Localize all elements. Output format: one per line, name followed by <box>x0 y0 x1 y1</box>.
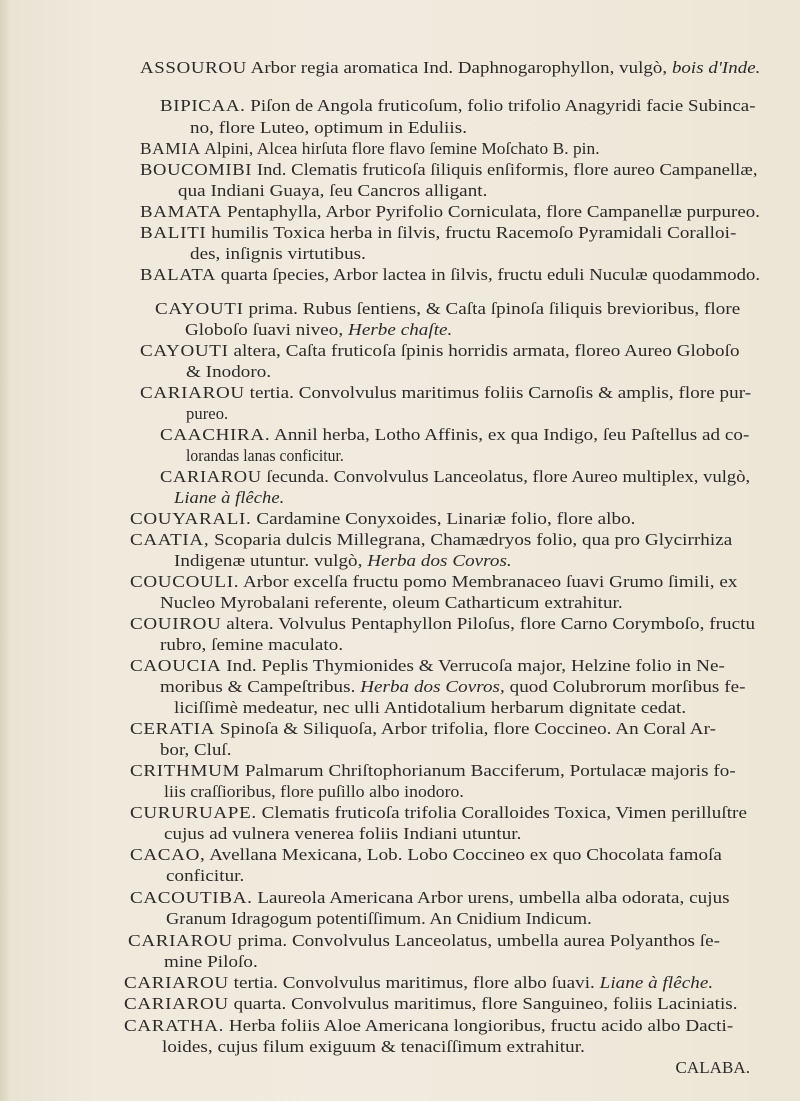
entry-continuation-line <box>164 782 464 802</box>
entry-headword: CARATHA. <box>124 1016 225 1035</box>
entry-text: quarta. Convolvulus maritimus, flore Sanguineo, foliis Laciniatis. <box>228 994 738 1013</box>
entry-text: qua Indiani Guaya, ſeu Cancros alligant. <box>178 181 488 200</box>
entry-text: Pentaphylla, Arbor Pyrifolio Corniculata, flore Campanellæ purpureo. <box>222 202 761 221</box>
entry-line <box>130 888 730 908</box>
entry-text: loides, cujus filum exiguum & tenaciſſimum extrahitur. <box>162 1037 585 1056</box>
entry-text: prima. Convolvulus Lanceolatus, umbella aurea Polyanthos ſe- <box>232 931 721 950</box>
entry-text: Palmarum Chriſtophorianum Bacciferum, Portulacæ majoris fo- <box>240 761 736 780</box>
entry-text: Globoſo ſuavi niveo, <box>185 320 349 339</box>
entry-line <box>130 572 737 592</box>
entry-line <box>140 223 736 243</box>
entry-text: Cardamine Conyxoides, Linariæ folio, flore albo. <box>251 509 636 528</box>
entry-text: mine Piloſo. <box>164 952 258 971</box>
entry-headword: ASSOUROU <box>140 58 247 77</box>
entry-headword: COUYARALI. <box>130 509 252 528</box>
entry-text: humilis Toxica herba in ſilvis, fructu Racemoſo Pyramidali Coralloi- <box>206 223 737 242</box>
entry-headword: COUIROU <box>130 614 222 633</box>
entry-text: quarta ſpecies, Arbor lactea in ſilvis, fructu eduli Nuculæ quodammodo. <box>216 265 761 284</box>
entry-headword: CURURUAPE. <box>130 803 257 822</box>
entry-headword: COUCOULI. <box>130 572 240 591</box>
entry-line <box>160 96 756 116</box>
entry-continuation-line <box>190 244 366 264</box>
entry-headword: CARIAROU <box>124 994 229 1013</box>
entry-line <box>130 530 732 550</box>
entry-line <box>140 58 760 78</box>
entry-headword: CACAO, <box>130 845 206 864</box>
entry-line <box>140 383 751 403</box>
entry-text: ſecunda. Convolvulus Lanceolatus, flore Aureo multiplex, vulgò, <box>261 467 751 486</box>
entry-continuation-line <box>178 181 487 201</box>
entry-continuation-line <box>160 677 745 697</box>
entry-text: Ind. Clematis fruticoſa ſiliquis enſiformis, flore aureo Campanellæ, <box>252 160 758 179</box>
entry-line <box>130 803 747 823</box>
entry-headword: BAMIA <box>140 139 201 158</box>
entry-text: Ind. Peplis Thymionides & Verrucoſa major, Helzine folio in Ne- <box>221 656 725 675</box>
entry-headword: CAOUCIA <box>130 656 222 675</box>
entry-continuation-line <box>164 824 521 844</box>
entry-line <box>140 341 740 361</box>
entry-headword: BAMATA <box>140 202 223 221</box>
entry-text: Scoparia dulcis Millegrana, Chamædryos folio, qua pro Glycirrhiza <box>209 530 733 549</box>
entry-italic-text: Liane à flêche. <box>174 488 285 507</box>
entry-text: lorandas lanas conficitur. <box>186 446 344 465</box>
entry-text: Avellana Mexicana, Lob. Lobo Coccineo ex quo Chocolata famoſa <box>205 845 722 864</box>
entry-text: altera, Caſta fruticoſa ſpinis horridis armata, floreo Aureo Globoſo <box>228 341 740 360</box>
entry-text: des, inſignis virtutibus. <box>190 244 366 263</box>
entry-text: Arbor regia aromatica Ind. Daphnogarophyllon, vulgò, <box>246 58 672 77</box>
entry-headword: CRITHMUM <box>130 761 241 780</box>
entry-continuation-line <box>166 909 592 929</box>
entry-line <box>130 845 722 865</box>
entry-line <box>160 425 749 445</box>
entry-headword: CAACHIRA. <box>160 425 271 444</box>
entry-text: liciſſimè medeatur, nec ulli Antidotalium herbarum dignitate cedat. <box>174 698 687 717</box>
entry-text: Indigenæ utuntur. vulgò, <box>174 551 368 570</box>
entry-text: Spinoſa & Siliquoſa, Arbor trifolia, flore Coccineo. An Coral Ar- <box>215 719 717 738</box>
entry-headword: CARIAROU <box>140 383 245 402</box>
entry-headword: CARIAROU <box>124 973 229 992</box>
entry-italic-text: Herbe chaſte. <box>348 320 453 339</box>
entry-text: Herba foliis Aloe Americana longioribus, fructu acido albo Dacti- <box>224 1016 734 1035</box>
entry-text: Alpini, Alcea hirſuta flore flavo ſemine Moſchato B. pin. <box>200 139 600 158</box>
entry-headword: CERATIA <box>130 719 216 738</box>
entry-text: pureo. <box>186 404 229 423</box>
entry-text: Nucleo Myrobalani referente, oleum Catharticum extrahitur. <box>160 593 623 612</box>
entry-continuation-line <box>160 740 231 760</box>
entry-text: conficitur. <box>166 866 245 885</box>
entry-headword: CAATIA, <box>130 530 210 549</box>
entry-line <box>140 139 600 159</box>
entry-italic-text: Herba dos Covros, <box>360 677 505 696</box>
entry-text: & Inodoro. <box>186 362 272 381</box>
entry-line <box>128 931 720 951</box>
entry-text: cujus ad vulnera venerea foliis Indiani utuntur. <box>164 824 522 843</box>
entry-line <box>130 761 736 781</box>
entry-headword: CACOUTIBA. <box>130 888 253 907</box>
entry-text: Granum Idragogum potentiſſimum. An Cnidium Indicum. <box>166 909 592 928</box>
entry-text: prima. Rubus ſentiens, & Caſta ſpinoſa ſiliquis brevioribus, flore <box>243 299 741 318</box>
catchword: CALABA. <box>675 1058 750 1077</box>
entry-continuation-line <box>186 446 344 466</box>
entry-continuation-line <box>174 551 512 571</box>
entry-continuation-line <box>186 404 228 424</box>
entry-line <box>124 1016 733 1036</box>
entry-italic-text: Liane à flêche. <box>599 973 714 992</box>
entry-continuation-line <box>166 866 244 886</box>
entry-headword: BIPICAA. <box>160 96 246 115</box>
entry-text: altera. Volvulus Pentaphyllon Piloſus, flore Carno Corymboſo, fructu <box>221 614 756 633</box>
entry-continuation-line <box>160 635 343 655</box>
entry-continuation-line <box>174 488 284 508</box>
entry-line <box>130 509 636 529</box>
entry-line <box>130 719 716 739</box>
entry-text: tertia. Convolvulus maritimus, flore albo ſuavi. <box>228 973 600 992</box>
entry-line <box>140 265 760 285</box>
entry-text: tertia. Convolvulus maritimus foliis Carnoſis & amplis, flore pur- <box>244 383 752 402</box>
entry-italic-text: bois d'Inde. <box>671 58 761 77</box>
entry-headword: BALITI <box>140 223 207 242</box>
entry-text: Piſon de Angola fruticoſum, folio trifolio Anagyridi facie Subinca- <box>245 96 756 115</box>
entry-continuation-line <box>164 952 258 972</box>
entry-continuation-line <box>162 1037 585 1057</box>
entry-text: Annil herba, Lotho Affinis, ex qua Indigo, ſeu Paſtellus ad co- <box>270 425 750 444</box>
entry-text: moribus & Campeſtribus. <box>160 677 361 696</box>
entry-line <box>140 160 758 180</box>
entry-text: Laureola Americana Arbor urens, umbella alba odorata, cujus <box>252 888 730 907</box>
entry-headword: CAYOUTI <box>140 341 229 360</box>
entry-text: quod Colubrorum morſibus fe- <box>504 677 746 696</box>
entry-text: no, flore Luteo, optimum in Eduliis. <box>190 118 468 137</box>
entry-text: Arbor excelſa fructu pomo Membranaceo ſuavi Grumo ſimili, ex <box>239 572 738 591</box>
page-gutter-shadow <box>0 0 10 1101</box>
entry-line <box>155 299 740 319</box>
entry-line <box>124 994 738 1014</box>
entry-text: Clematis fruticoſa trifolia Coralloides Toxica, Vimen perilluſtre <box>256 803 747 822</box>
entry-continuation-line <box>190 118 467 138</box>
entry-continuation-line <box>174 698 686 718</box>
entry-headword: CARIAROU <box>128 931 233 950</box>
entry-line <box>124 973 713 993</box>
entry-headword: CARIAROU <box>160 467 262 486</box>
entry-headword: BALATA <box>140 265 217 284</box>
entry-line <box>140 202 760 222</box>
entry-text: liis craſſioribus, flore puſillo albo inodoro. <box>164 782 464 801</box>
entry-line <box>130 614 755 634</box>
entry-italic-text: Herba dos Covros. <box>367 551 512 570</box>
entry-headword: BOUCOMIBI <box>140 160 253 179</box>
entry-headword: CAYOUTI <box>155 299 244 318</box>
entry-continuation-line <box>160 593 623 613</box>
entry-line <box>130 656 725 676</box>
entry-text: rubro, ſemine maculato. <box>160 635 344 654</box>
entry-text: bor, Cluſ. <box>160 740 232 759</box>
entry-line <box>160 467 750 487</box>
entry-continuation-line <box>186 362 271 382</box>
entry-continuation-line <box>185 320 452 340</box>
